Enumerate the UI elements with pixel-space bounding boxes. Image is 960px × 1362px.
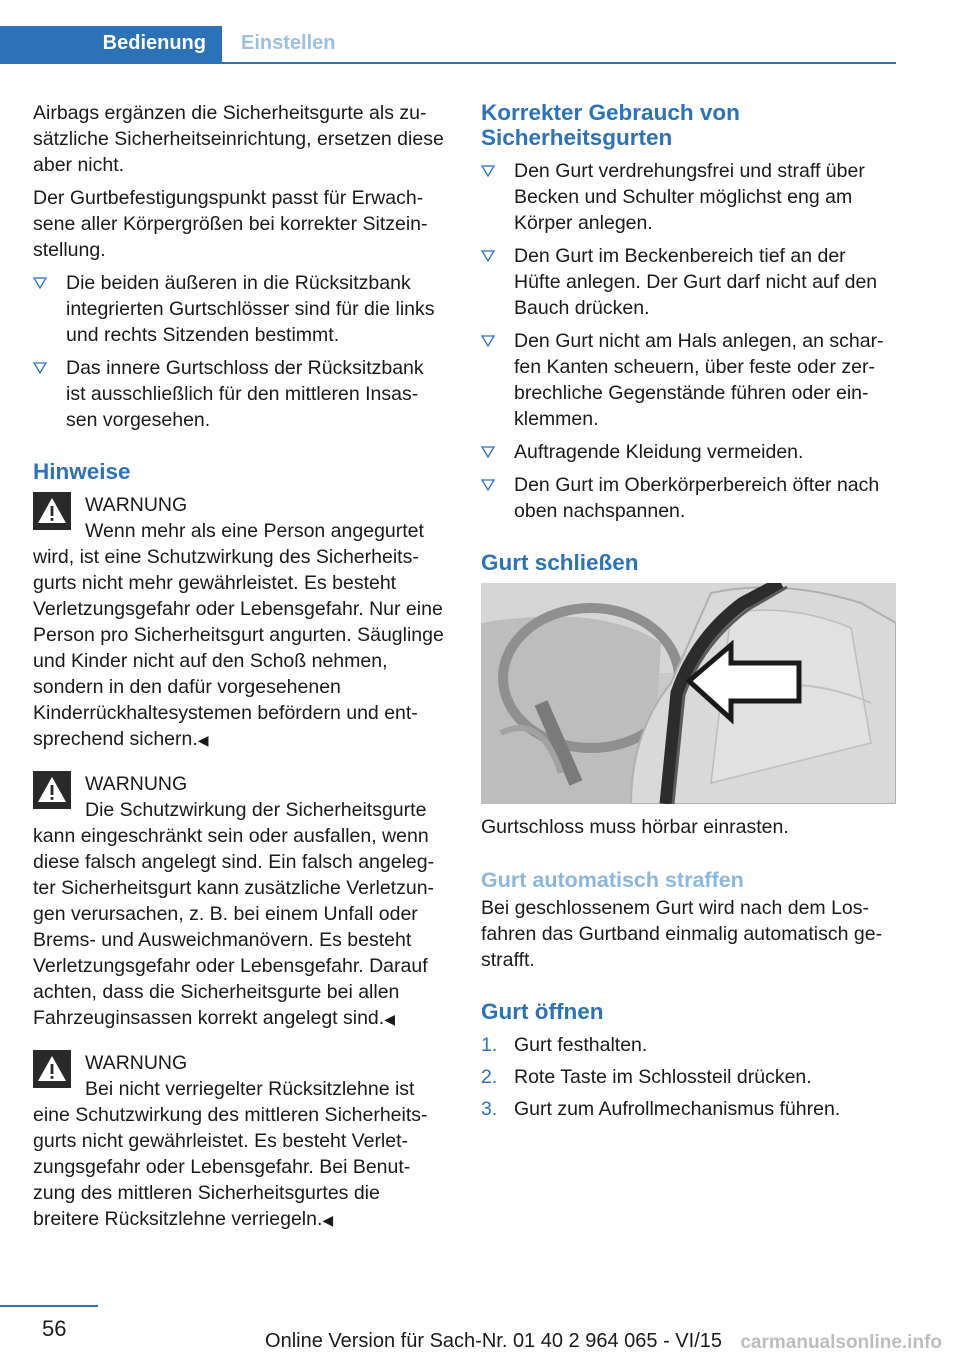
step-number: 3. [481, 1098, 498, 1120]
step-number: 2. [481, 1066, 498, 1088]
end-mark: ◀ [322, 1212, 334, 1228]
bullet-triangle-icon [33, 276, 47, 290]
list-item [33, 270, 448, 348]
step-text: Gurt festhalten. [514, 1034, 648, 1056]
bullet-triangle-icon [481, 445, 495, 459]
watermark: carmanualsonline.info [740, 1332, 942, 1353]
bullet-triangle-icon [481, 164, 495, 178]
seat-belt-buckle-illustration [481, 583, 896, 804]
rear-buckle-list [33, 270, 448, 433]
page-number: 56 [42, 1316, 67, 1341]
list-item-text: Das innere Gurtschloss der Rücksitzbank ist ausschließlich für den mittleren Insas‐sen vorgesehen. [66, 357, 424, 431]
tab-einstellen[interactable]: Einstellen [241, 32, 336, 54]
warning-text: wird, ist eine Schutzwirkung des Sicherheits‐gurts nicht mehr gewährleistet. Es besteht Verletzungsgefahr oder Lebensgefahr. Nur eine Person pro Sicherheitsgurt angurten. Säuglinge und Kinder nicht auf den Schoß nehmen, sondern in den dafür vorgesehenen Kinderrückhaltesystemen befördern und ent‐sprechend sichern. [33, 546, 444, 750]
warning-first-line: Wenn mehr als eine Person angegurtet [85, 520, 424, 542]
airbag-paragraph: Airbags ergänzen die Sicherheitsgurte als zu‐sätzliche Sicherheitseinrichtung, ersetzen diese aber nicht. [33, 102, 444, 176]
warning-first-line: Die Schutzwirkung der Sicherheitsgurte [85, 799, 427, 821]
right-column [481, 100, 896, 1128]
list-item-text: Den Gurt im Oberkörperbereich öfter nach oben nachspannen. [514, 474, 880, 522]
open-belt-steps [481, 1032, 896, 1122]
list-item [481, 328, 896, 432]
list-item [481, 243, 896, 321]
list-item [481, 472, 896, 524]
list-item-text: Den Gurt verdrehungsfrei und straff über Becken und Schulter möglichst eng am Körper anlegen. [514, 160, 865, 234]
warning-block [33, 1050, 448, 1233]
end-mark: ◀ [384, 1011, 395, 1027]
list-item-text: Den Gurt im Beckenbereich tief an der Hüfte anlegen. Der Gurt darf nicht auf den Bauch drücken. [514, 245, 878, 319]
end-mark: ◀ [197, 732, 209, 748]
footer-rule [0, 1305, 98, 1307]
list-item-text: Auftragende Kleidung vermeiden. [514, 441, 804, 463]
list-item [481, 1096, 896, 1122]
warning-triangle-icon [33, 492, 71, 530]
chapter-tab-bar [0, 26, 896, 64]
list-item-text: Die beiden äußeren in die Rücksitzbank integrierten Gurtschlösser sind für die links und rechts Sitzenden bestimmt. [66, 272, 435, 346]
notes-heading: Hinweise [33, 459, 131, 484]
warning-text: eine Schutzwirkung des mittleren Sicherheits‐gurts nicht gewährleistet. Es besteht Verlet‐zungsgefahr oder Lebensgefahr. Bei Benut‐zung des mittleren Sicherheitsgurtes die breitere Rücksitzlehne verriegeln. [33, 1104, 428, 1230]
list-item [481, 439, 896, 465]
version-note: Online Version für Sach-Nr. 01 40 2 964 065 - VI/15 [265, 1330, 722, 1352]
list-item [481, 1032, 896, 1058]
bullet-triangle-icon [481, 334, 495, 348]
bullet-triangle-icon [481, 249, 495, 263]
bullet-triangle-icon [481, 478, 495, 492]
auto-tension-text: Bei geschlossenem Gurt wird nach dem Los‐fahren das Gurtband einmalig automatisch ge‐strafft. [481, 897, 883, 971]
list-item [481, 1064, 896, 1090]
photo-caption: Gurtschloss muss hörbar einrasten. [481, 816, 789, 838]
correct-use-heading: Korrekter Gebrauch von Sicherheitsgurten [481, 100, 740, 150]
warning-label: WARNUNG [85, 494, 188, 516]
warning-first-line: Bei nicht verriegelter Rücksitzlehne ist [85, 1078, 415, 1100]
list-item [33, 355, 448, 433]
warning-block [33, 771, 448, 1032]
step-text: Gurt zum Aufrollmechanismus führen. [514, 1098, 841, 1120]
correct-use-list [481, 158, 896, 524]
list-item-text: Den Gurt nicht am Hals anlegen, an schar‐fen Kanten scheuern, über feste oder zer‐brechliche Gegenstände führen oder ein‐klemmen. [514, 330, 884, 430]
tab-bedienung[interactable]: Bedienung [0, 26, 222, 62]
warning-text: kann eingeschränkt sein oder ausfallen, wenn diese falsch angelegt sind. Ein falsch angeleg‐ter Sicherheitsgurt kann zusätzliche Verletzun‐gen verursachen, z. B. bei einem Unfall oder Brems- und Ausweichmanövern. Es besteht Verletzungsgefahr oder Lebensgefahr. Darauf achten, dass die Sicherheitsgurte bei allen Fahrzeuginsassen korrekt angelegt sind. [33, 825, 435, 1029]
open-belt-heading: Gurt öffnen [481, 999, 604, 1024]
warning-label: WARNUNG [85, 773, 188, 795]
warning-block [33, 492, 448, 753]
step-number: 1. [481, 1034, 498, 1056]
left-column [33, 100, 448, 1240]
anchor-paragraph: Der Gurtbefestigungspunkt passt für Erwach‐sene aller Körpergrößen bei korrekter Sitzein‐stellung. [33, 187, 428, 261]
warning-label: WARNUNG [85, 1052, 188, 1074]
bullet-triangle-icon [33, 361, 47, 375]
warning-triangle-icon [33, 1050, 71, 1088]
auto-tension-heading: Gurt automatisch straffen [481, 868, 744, 892]
warning-triangle-icon [33, 771, 71, 809]
step-text: Rote Taste im Schlossteil drücken. [514, 1066, 812, 1088]
list-item [481, 158, 896, 236]
close-belt-heading: Gurt schließen [481, 550, 639, 575]
